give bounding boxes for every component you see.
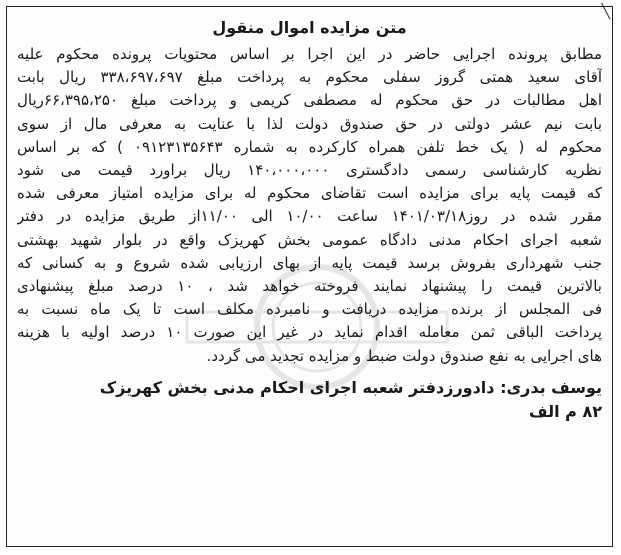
body-line: بابت نیم عشر دولتی در حق صندوق دولت لذا با عنایت به معرفی مال از سوی xyxy=(17,114,602,133)
body-line: مطابق پرونده اجرایی حاضر در این اجرا بر اساس محتویات پرونده محکوم علیه xyxy=(17,45,602,63)
auction-notice xyxy=(17,17,602,424)
body-line: نظریه کارشناسی رسمی دادگستری ۱۴۰،۰۰۰،۰۰۰ ریال براورد قیمت می شود xyxy=(17,161,602,180)
notice-title: متن مزایده اموال منقول xyxy=(212,18,407,37)
body-line: فی المجلس از برنده مزایده دریافت و نامبرده مکلف است تا یک ماه نسبت به xyxy=(17,300,602,319)
body-line: جنب شهرداری بفروش برسد قیمت پایه از بهای ارزیابی شده شروع و به کسانی که xyxy=(17,253,602,272)
body-line: شعبه اجرای احکام مدنی دادگاه عمومی بخش کهریزک واقع در بلوار شهید بهشتی xyxy=(17,230,602,249)
corner-tick-mark: ╲ xyxy=(601,4,610,20)
body-line: محکوم له ( یک خط تلفن همراه کارکرده به شماره ۰۹۱۲۳۱۳۵۶۴۳ ) که بر اساس xyxy=(17,137,602,156)
body-line: پرداخت الباقی ثمن معامله اقدام نماید در غیر این صورت ۱۰ درصد اولیه با هزینه xyxy=(17,323,602,342)
notice-code: ۸۲ م الف xyxy=(529,401,602,421)
body-line: اهل مطالبات در حق محکوم له مصطفی کریمی و پرداخت مبلغ ۶۶،۳۹۵،۲۵۰ریال xyxy=(17,91,602,110)
signature-line: یوسف بدری: دادورزدفتر شعبه اجرای احکام مدنی بخش کهریزک xyxy=(99,377,602,397)
body-line: آقای سعید همتی گروز سفلی محکوم به پرداخت مبلغ ۳۳۸،۶۹۷،۶۹۷ ریال بابت xyxy=(17,68,602,87)
body-line: های اجرایی به نفع صندوق دولت ضبط و مزایده تجدید می گردد. xyxy=(206,346,602,365)
body-line: بالاترین قیمت را پیشنهاد نمایند فروخته خواهد شد ، ۱۰ درصد مبلغ پیشنهادی xyxy=(17,277,602,296)
notice-frame xyxy=(6,6,613,547)
notice-body xyxy=(17,43,602,368)
body-line: که قیمت پایه برای مزایده است تقاضای محکوم له برای مزایده امتیاز معرفی شده xyxy=(17,184,602,203)
body-line: مقرر شده در روز۱۴۰۱/۰۳/۱۸ ساعت ۱۰/۰۰ الی ۱۱/۰۰از طریق مزایده در دفتر xyxy=(17,207,602,226)
